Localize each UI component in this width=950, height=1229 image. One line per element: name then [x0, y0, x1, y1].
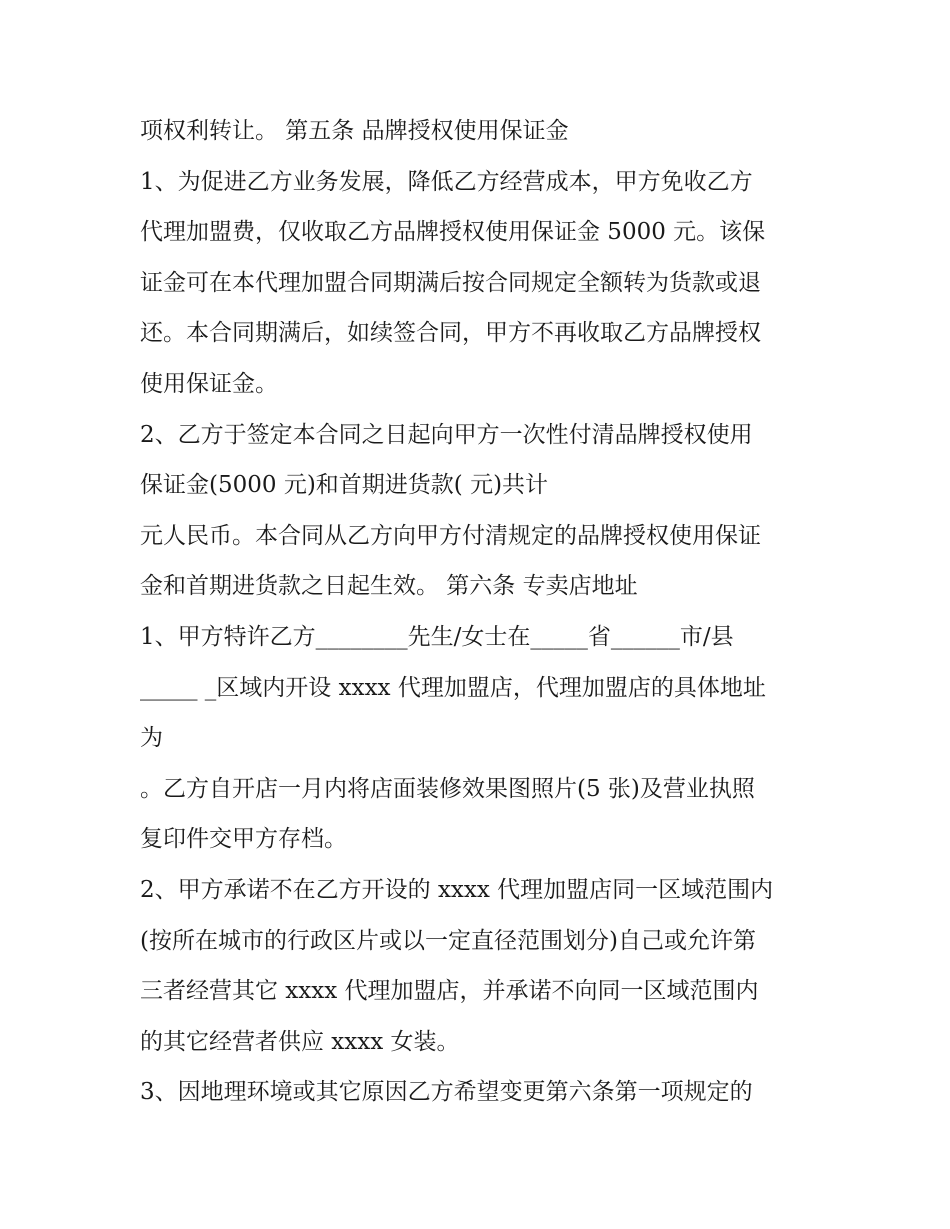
- text-line: 保证金(5000 元)和首期进货款( 元)共计: [140, 472, 549, 499]
- text-line: 1、为促进乙方业务发展，降低乙方经营成本，甲方免收乙方: [140, 168, 753, 195]
- text-line: 。乙方自开店一月内将店面装修效果图照片(5 张)及营业执照: [140, 775, 755, 802]
- text-line: 元人民币。本合同从乙方向甲方付清规定的品牌授权使用保证: [140, 522, 761, 549]
- text-line: 为: [140, 725, 163, 752]
- text-line: _____ _区域内开设 xxxx 代理加盟店，代理加盟店的具体地址: [140, 674, 766, 701]
- text-line: 使用保证金。: [140, 370, 278, 397]
- text-line: 项权利转让。 第五条 品牌授权使用保证金: [140, 118, 569, 144]
- text-line: 复印件交甲方存档。: [140, 826, 347, 853]
- text-line: 2、甲方承诺不在乙方开设的 xxxx 代理加盟店同一区域范围内: [140, 876, 774, 903]
- text-line: 金和首期进货款之日起生效。 第六条 专卖店地址: [140, 573, 638, 600]
- text-line: 三者经营其它 xxxx 代理加盟店，并承诺不向同一区域范围内: [140, 978, 759, 1005]
- text-line: 证金可在本代理加盟合同期满后按合同规定全额转为货款或退: [140, 269, 761, 296]
- text-line: 还。本合同期满后，如续签合同，甲方不再收取乙方品牌授权: [140, 320, 761, 347]
- contract-text: [140, 106, 830, 1118]
- text-line: 的其它经营者供应 xxxx 女装。: [140, 1028, 460, 1055]
- text-line: (按所在城市的行政区片或以一定直径范围划分)自己或允许第: [140, 927, 756, 954]
- text-line: 代理加盟费，仅收取乙方品牌授权使用保证金 5000 元。该保: [140, 219, 766, 246]
- text-line: 2、乙方于签定本合同之日起向甲方一次性付清品牌授权使用: [140, 421, 753, 448]
- text-line: 3、因地理环境或其它原因乙方希望变更第六条第一项规定的: [140, 1079, 753, 1106]
- text-line: 1、甲方特许乙方________先生/女士在_____省______市/县: [140, 623, 734, 650]
